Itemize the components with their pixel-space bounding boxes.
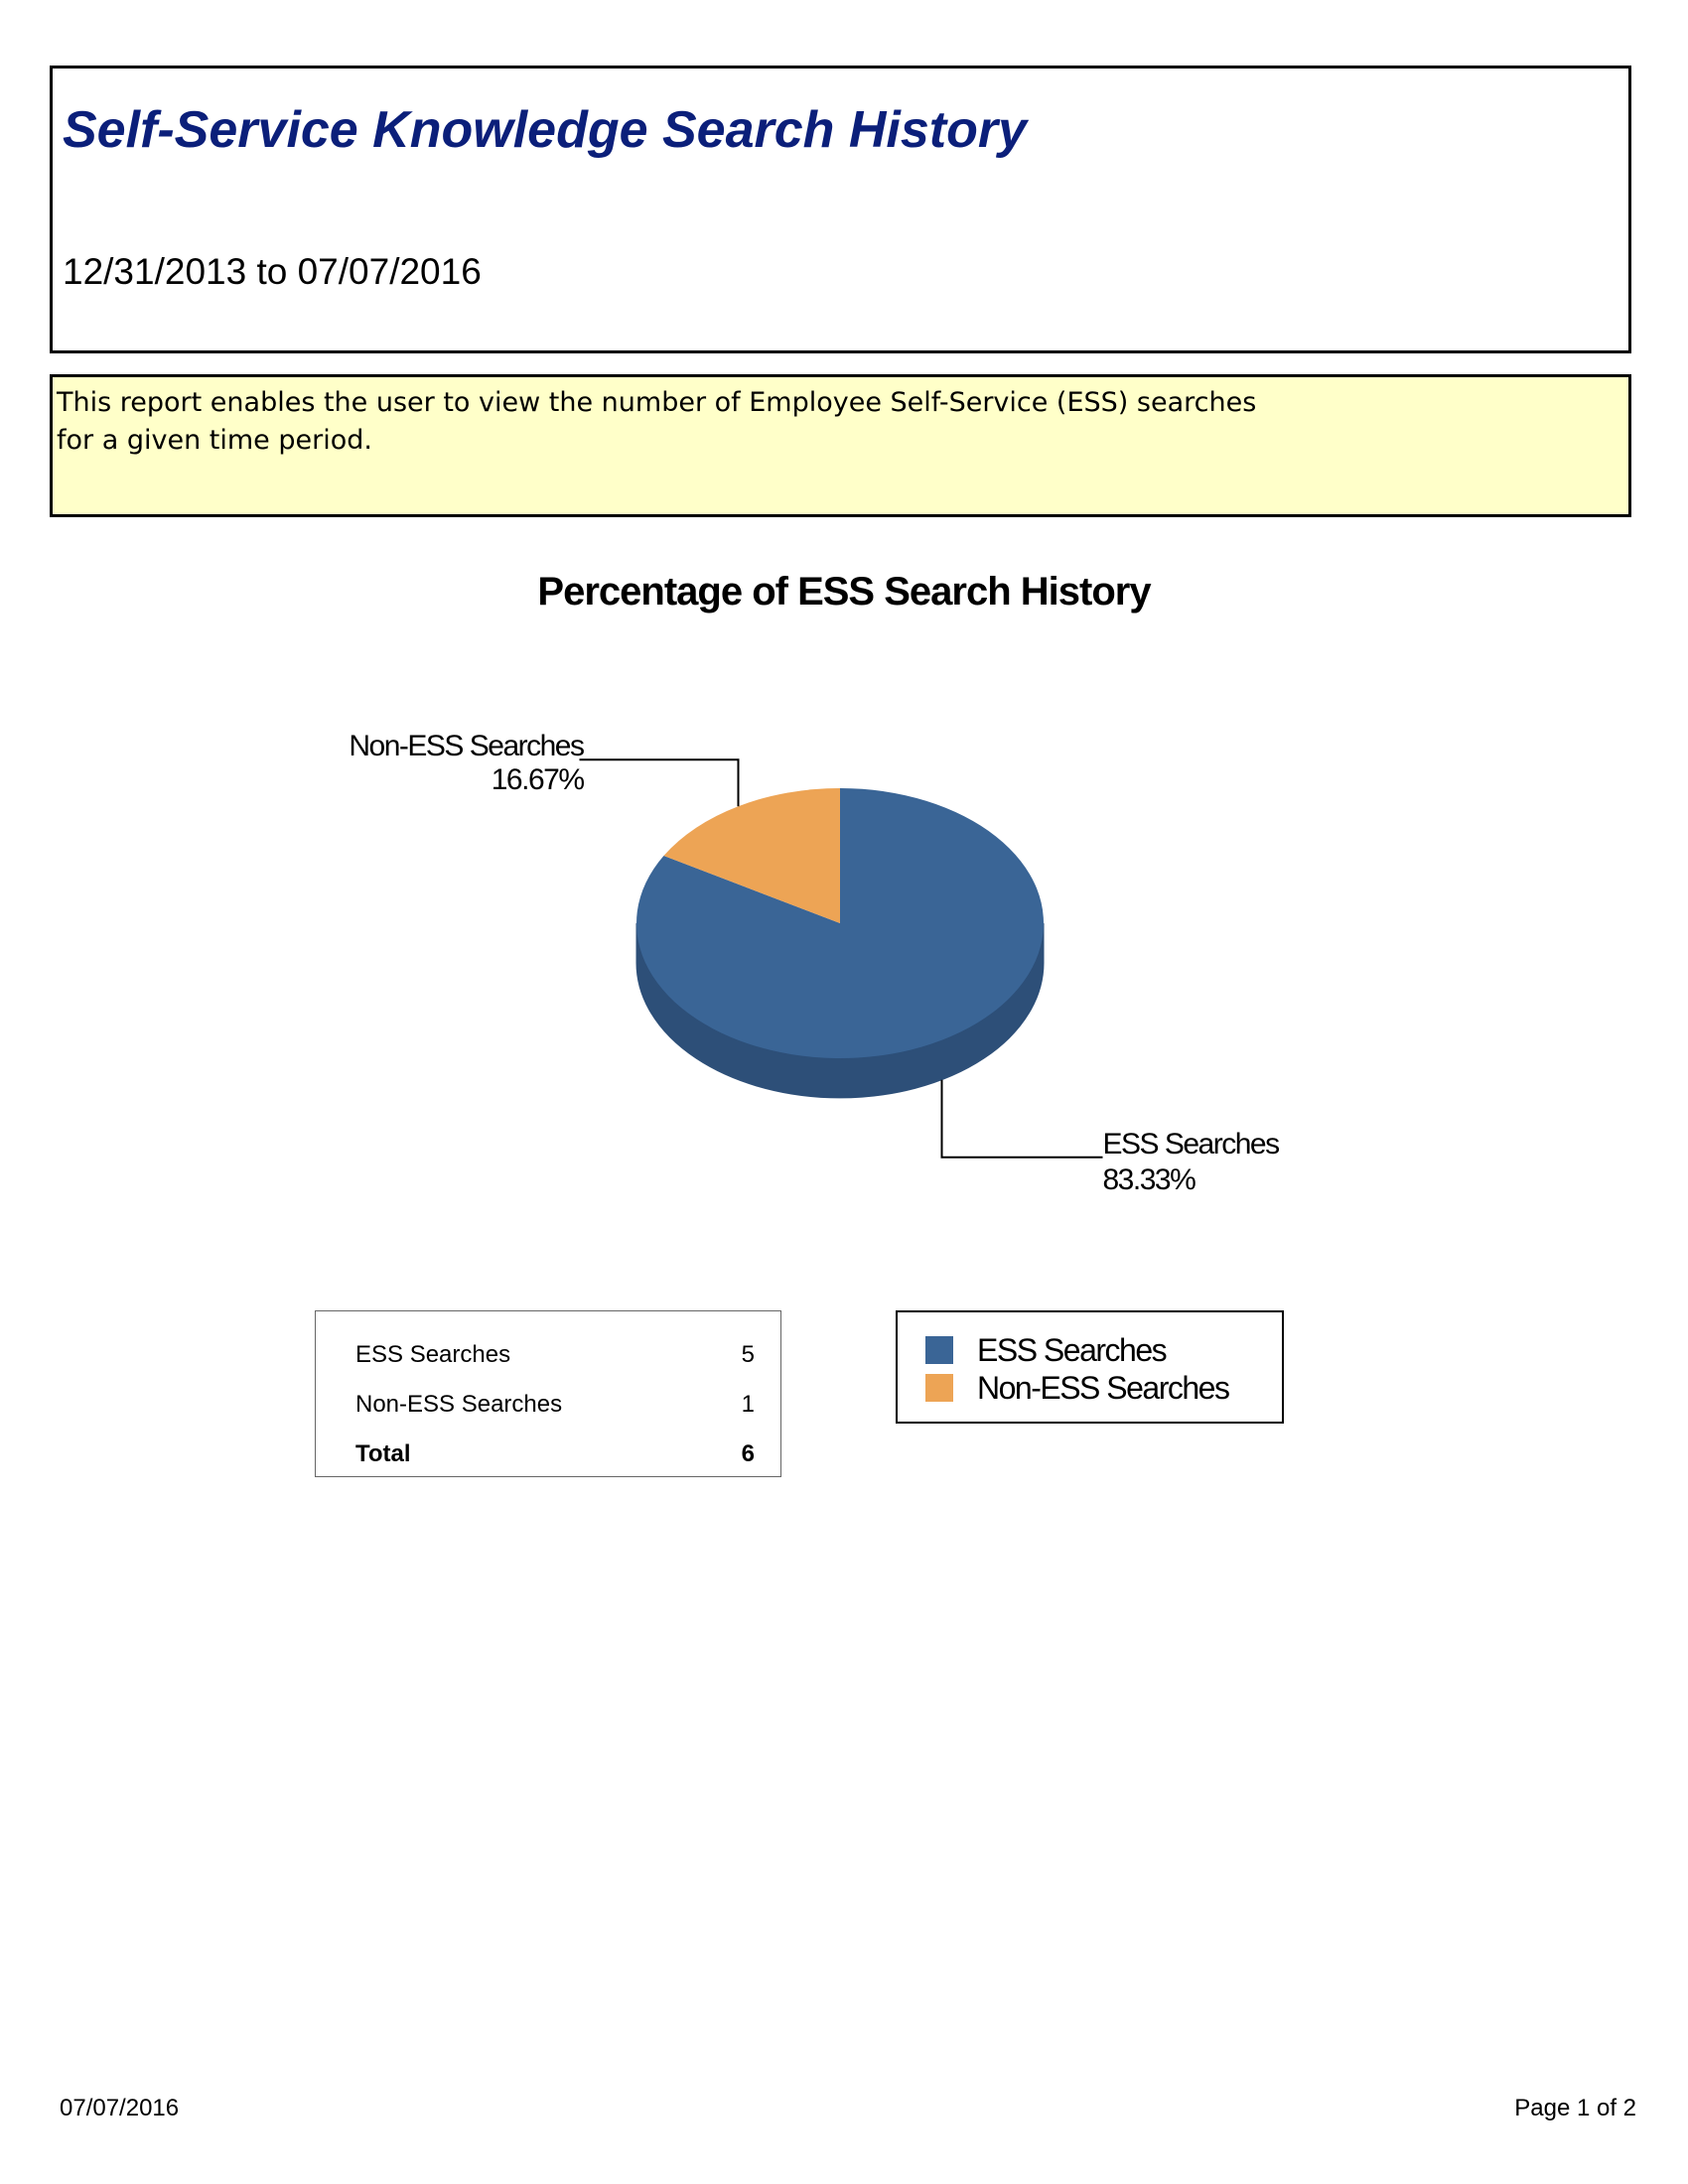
table-row-label: ESS Searches	[355, 1341, 511, 1368]
footer-page-number: Page 1 of 2	[1514, 2095, 1636, 2121]
chart-title: Percentage of ESS Search History	[537, 570, 1151, 614]
table-row-label: Non-ESS Searches	[355, 1391, 563, 1418]
table-total-label: Total	[355, 1440, 411, 1467]
table-row	[355, 1341, 755, 1375]
slice-label-percent: 83.33%	[1102, 1162, 1196, 1196]
description-line-1: This report enables the user to view the number of Employee Self-Service (ESS) searches	[57, 387, 1257, 418]
footer-date: 07/07/2016	[60, 2095, 180, 2121]
table-row	[355, 1391, 755, 1425]
legend-label: Non-ESS Searches	[977, 1370, 1229, 1406]
legend-label: ESS Searches	[977, 1332, 1167, 1368]
slice-label-percent: 16.67%	[491, 763, 584, 797]
slice-label-name: ESS Searches	[1102, 1127, 1279, 1160]
leader-line-0	[942, 1080, 1103, 1158]
data-table	[315, 1310, 781, 1477]
table-total-value: 6	[741, 1440, 755, 1467]
report-title: Self-Service Knowledge Search History	[63, 101, 1028, 159]
description-line-2: for a given time period.	[57, 425, 372, 456]
legend-swatch	[925, 1336, 953, 1364]
table-row-value: 1	[741, 1391, 755, 1418]
leader-line-1	[580, 759, 739, 806]
table-total-row	[355, 1440, 755, 1474]
legend-swatch	[925, 1374, 953, 1402]
table-row-value: 5	[741, 1341, 755, 1368]
chart-legend	[896, 1310, 1284, 1424]
slice-label-name: Non-ESS Searches	[349, 730, 584, 763]
date-range: 12/31/2013 to 07/07/2016	[63, 251, 482, 292]
